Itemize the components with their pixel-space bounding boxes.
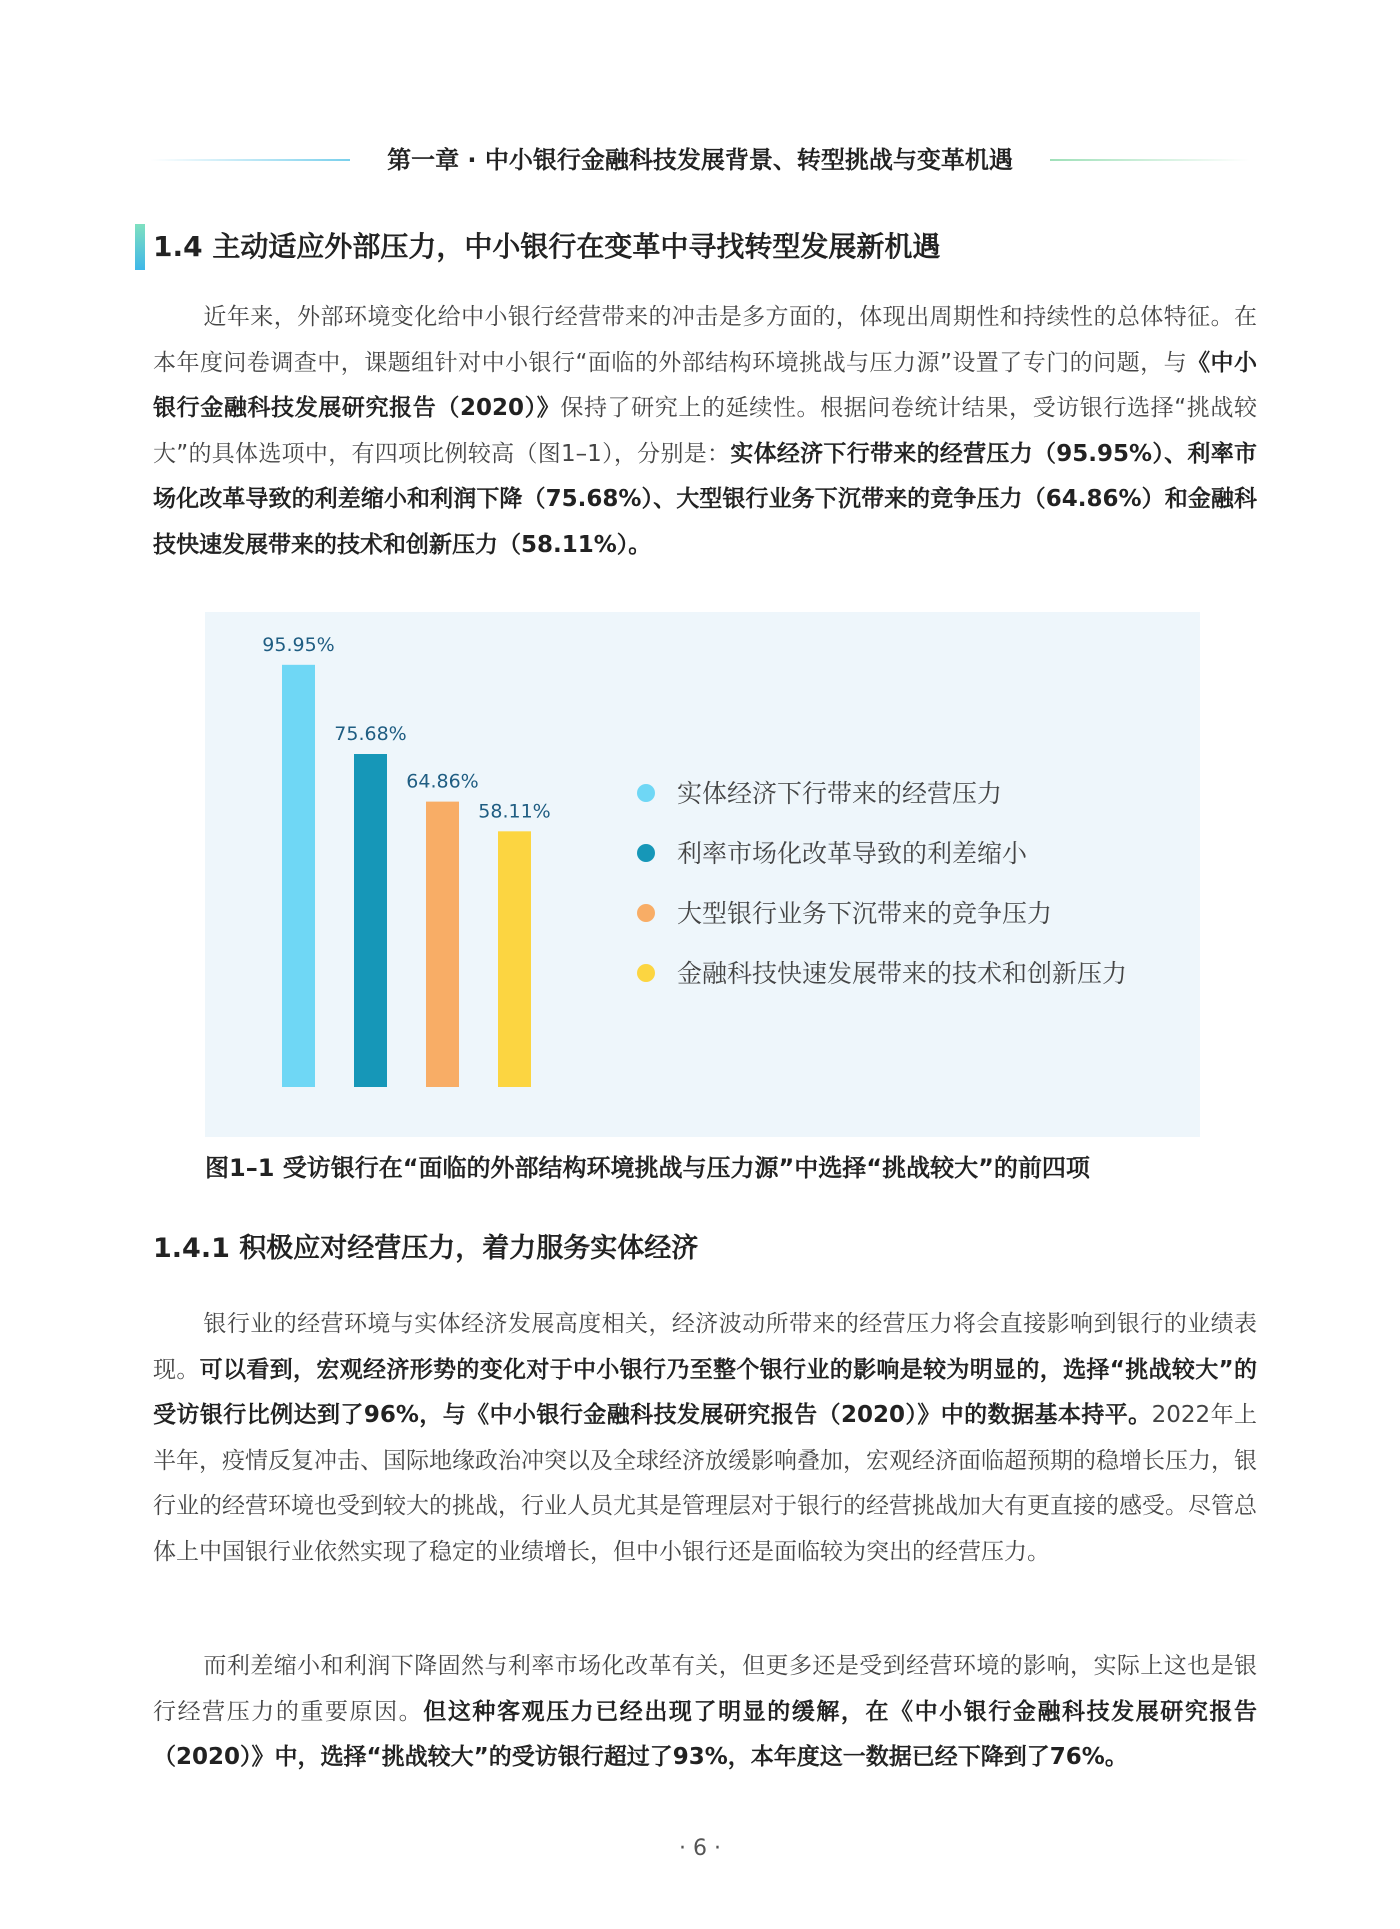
paragraph-intro <box>153 295 1257 568</box>
para-text: 征。在本年度问卷调查中，课题组针对中小银行“面临的外部结构环境挑战与压力源”设置了专门的问 <box>153 304 1258 376</box>
para-text: 题，与 <box>1116 349 1188 376</box>
bar-chart <box>205 612 1200 1137</box>
para-bold-text: 经营压力（95.95%）、利率市场化改革导致的利差缩小和利润下降（75.68%）、大型银行业务下 <box>153 440 1257 512</box>
para-text: 还是面临较为突出的经营压力。 <box>728 1538 1050 1565</box>
para-bold-text: 《中小银行金融科技发展研究报告（2020）》 <box>153 349 1258 421</box>
legend-swatch-icon <box>637 964 655 982</box>
para-text: 受访银行选择“挑战较大”的具体选项中，有四项比例较高（图1–1），分别是： <box>153 395 1258 467</box>
para-text: 2022年上半年，疫情反复冲击、国际地缘政治冲突以及全球经济放缓影响叠加，宏观 <box>153 1402 1257 1474</box>
subsection-title: 1.4.1 积极应对经营压力，着力服务实体经济 <box>153 1233 699 1264</box>
para-bold-text: 据基本持平。 <box>1011 1402 1152 1428</box>
paragraph-interest-margin <box>153 1644 1257 1781</box>
para-text: 业绩表现。 <box>153 1311 1258 1383</box>
chart-legend <box>625 764 1185 1004</box>
bar-4 <box>498 831 531 1087</box>
para-bold-text: 沉带来的竞争压力（64.86%）和金融科技快速发展带来的技术和创新压力（58.11%）。 <box>153 486 1258 558</box>
legend-label: 实体经济下行带来的经营压力 <box>677 779 1003 808</box>
bar-3 <box>426 802 459 1087</box>
header-divider-left <box>150 159 350 161</box>
para-bold-text: 实体经济下行带来的 <box>730 440 940 467</box>
legend-item-1 <box>625 764 1185 824</box>
legend-item-3 <box>625 884 1185 944</box>
legend-swatch-icon <box>637 844 655 862</box>
legend-item-4 <box>625 944 1185 1004</box>
para-text: 保持了研究上的延续性。根据问卷统计结果， <box>560 395 1033 421</box>
para-text: 银行业的经营环境与实体经济发展高度相关，经济波动所带来的经营压力将会直接影响到银行的 <box>203 1311 1188 1337</box>
paragraph-operating-pressure <box>153 1302 1257 1575</box>
para-text: 近年来，外部环境变化给中小银行经营带来的冲击是多方面的，体现出周期性和持续性的总体特 <box>203 304 1188 330</box>
legend-label: 大型银行业务下沉带来的竞争压力 <box>677 899 1053 928</box>
chapter-header <box>150 140 1250 180</box>
para-bold-text: 择“挑战较大”的受访银行比例达到了96%，与《中小银行金融科技发展研究报告（2020）》中的数 <box>153 1356 1258 1428</box>
legend-label: 利率市场化改革导致的利差缩小 <box>677 839 1028 868</box>
page-number: · 6 · <box>679 1836 721 1861</box>
bar-value-label-1: 95.95% <box>262 633 335 656</box>
legend-label: 金融科技快速发展带来的技术和创新压力 <box>677 959 1128 988</box>
chapter-title: 第一章 · 中小银行金融科技发展背景、转型挑战与变革机遇 <box>387 146 1013 174</box>
header-divider-right <box>1050 159 1250 161</box>
bar-1 <box>282 665 315 1087</box>
bar-value-label-2: 75.68% <box>334 723 407 746</box>
section-title: 1.4 主动适应外部压力，中小银行在变革中寻找转型发展新机遇 <box>153 230 941 263</box>
section-heading <box>135 222 1265 272</box>
para-text: 而利差缩小和利润下降固然与利率市场化改革有关，但更多还是受到经营环境的影响，实际上这 <box>203 1653 1188 1679</box>
legend-swatch-icon <box>637 904 655 922</box>
legend-swatch-icon <box>637 784 655 802</box>
bar-2 <box>354 754 387 1087</box>
para-text: 经济面临超预期的稳增长压力，银行业的经营环境也受到较大的挑战，行业人员尤其是管理层对于银 <box>153 1447 1257 1519</box>
para-text: 也是银行经营压力的重要原因。 <box>153 1653 1258 1725</box>
legend-item-2 <box>625 824 1185 884</box>
para-bold-text: 可以看到，宏观经济形势的变化对于中小银行乃至整个银行业的影响是较为明显的，选 <box>199 1356 1087 1383</box>
figure-caption: 图1–1 受访银行在“面临的外部结构环境挑战与压力源”中选择“挑战较大”的前四项 <box>205 1154 1090 1182</box>
section-accent-bar <box>135 224 145 270</box>
para-bold-text: 但这种客观压力已经出现了明显的缓解，在《中小银行金融科技发展 <box>423 1698 1161 1725</box>
para-text: 行的经营挑战加大有更直接的感受。尽管总体上中国银行业依然实现了稳定的业绩增长，但中小银行 <box>153 1493 1257 1565</box>
bar-value-label-4: 58.11% <box>478 800 551 823</box>
para-bold-text: 研究报告（2020）》中，选择“挑战较大”的受访银行超过了93%，本年度这一数据已经下降到了76%。 <box>153 1698 1258 1770</box>
bar-value-label-3: 64.86% <box>406 770 479 793</box>
